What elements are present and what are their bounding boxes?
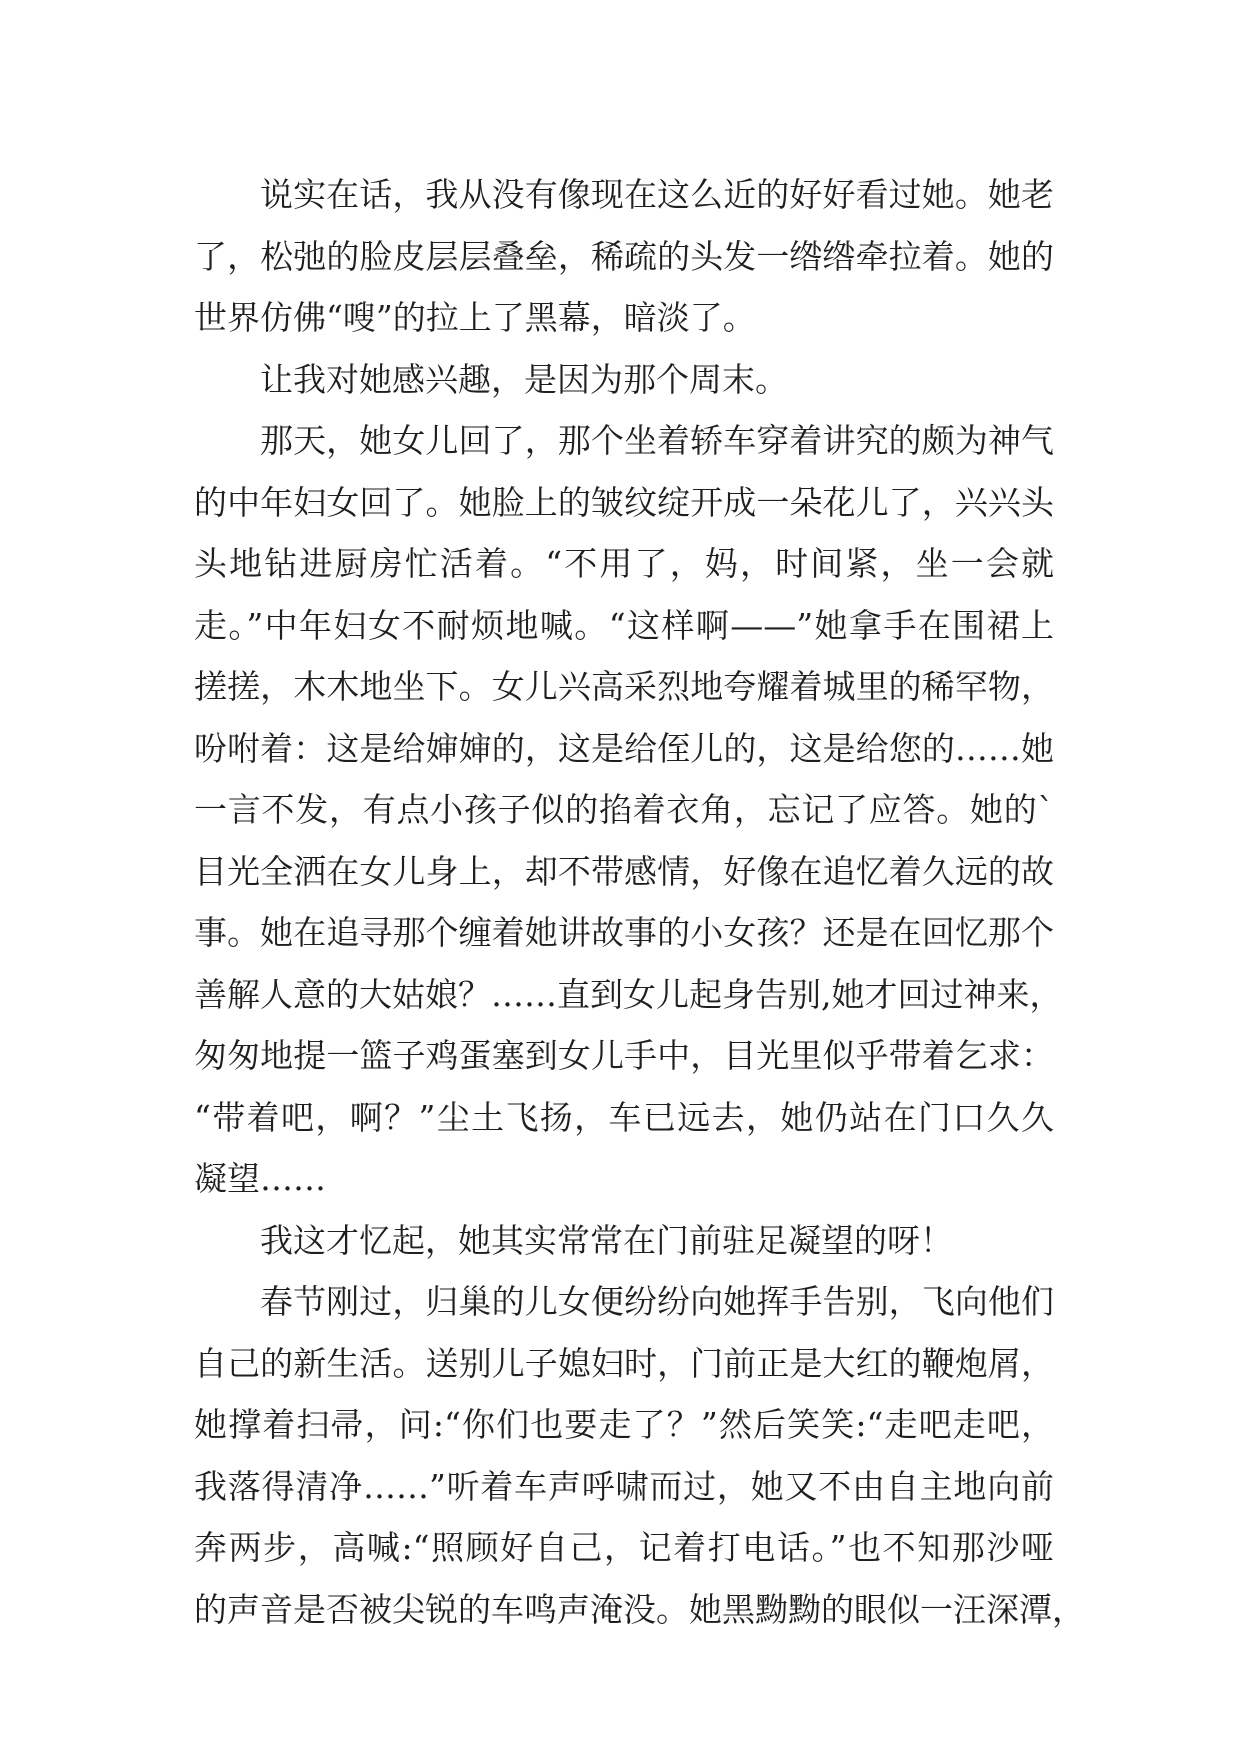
text-line: 她撑着扫帚，问:“你们也要走了？”然后笑笑:“走吧走吧， xyxy=(194,1405,1054,1444)
text-line: 那天，她女儿回了，那个坐着轿车穿着讲究的颇为神气 xyxy=(260,421,1054,460)
text-line: 我落得清净……”听着车声呼啸而过，她又不由自主地向前 xyxy=(194,1466,1054,1506)
text-line: 事。她在追寻那个缠着她讲故事的小女孩？还是在回忆那个 xyxy=(194,913,1054,952)
text-line: 的中年妇女回了。她脸上的皱纹绽开成一朵花儿了，兴兴头 xyxy=(194,482,1054,522)
text-line: 自己的新生活。送别儿子媳妇时，门前正是大红的鞭炮屑， xyxy=(194,1343,1054,1383)
text-line: 善解人意的大姑娘？……直到女儿起身告别,她才回过神来， xyxy=(194,974,1063,1014)
text-line: 吩咐着：这是给婶婶的，这是给侄儿的，这是给您的……她 xyxy=(194,728,1054,768)
text-line: 的声音是否被尖锐的车鸣声淹没。她黑黝黝的眼似一汪深潭， xyxy=(194,1589,1085,1629)
text-line: 让我对她感兴趣，是因为那个周末。 xyxy=(260,359,788,399)
body-text xyxy=(194,164,1085,1640)
text-line: 凝望…… xyxy=(194,1159,326,1198)
text-line: 奔两步，高喊:“照顾好自己，记着打电话。”也不知那沙哑 xyxy=(194,1528,1054,1567)
text-line: 我这才忆起，她其实常常在门前驻足凝望的呀！ xyxy=(260,1220,953,1260)
text-line: 匆匆地提一篮子鸡蛋塞到女儿手中，目光里似乎带着乞求： xyxy=(194,1036,1054,1075)
text-line: 一言不发，有点小孩子似的掐着衣角，忘记了应答。她的` xyxy=(194,790,1054,829)
text-line: 头地钻进厨房忙活着。“不用了，妈，时间紧，坐一会就 xyxy=(194,544,1054,583)
text-line: 春节刚过，归巢的儿女便纷纷向她挥手告别，飞向他们 xyxy=(260,1282,1054,1321)
text-line: 搓搓，木木地坐下。女儿兴高采烈地夸耀着城里的稀罕物， xyxy=(194,667,1054,706)
text-line: “带着吧，啊？”尘土飞扬，车已远去，她仍站在门口久久 xyxy=(194,1097,1054,1137)
text-line: 说实在话，我从没有像现在这么近的好好看过她。她老 xyxy=(260,175,1054,214)
text-line: 目光全洒在女儿身上，却不带感情，好像在追忆着久远的故 xyxy=(194,851,1054,891)
text-line: 世界仿佛“嗖”的拉上了黑幕，暗淡了。 xyxy=(194,298,756,337)
text-line: 了，松弛的脸皮层层叠垒，稀疏的头发一绺绺牵拉着。她的 xyxy=(194,236,1054,276)
text-line: 走。”中年妇女不耐烦地喊。“这样啊——”她拿手在围裙上 xyxy=(194,605,1054,645)
